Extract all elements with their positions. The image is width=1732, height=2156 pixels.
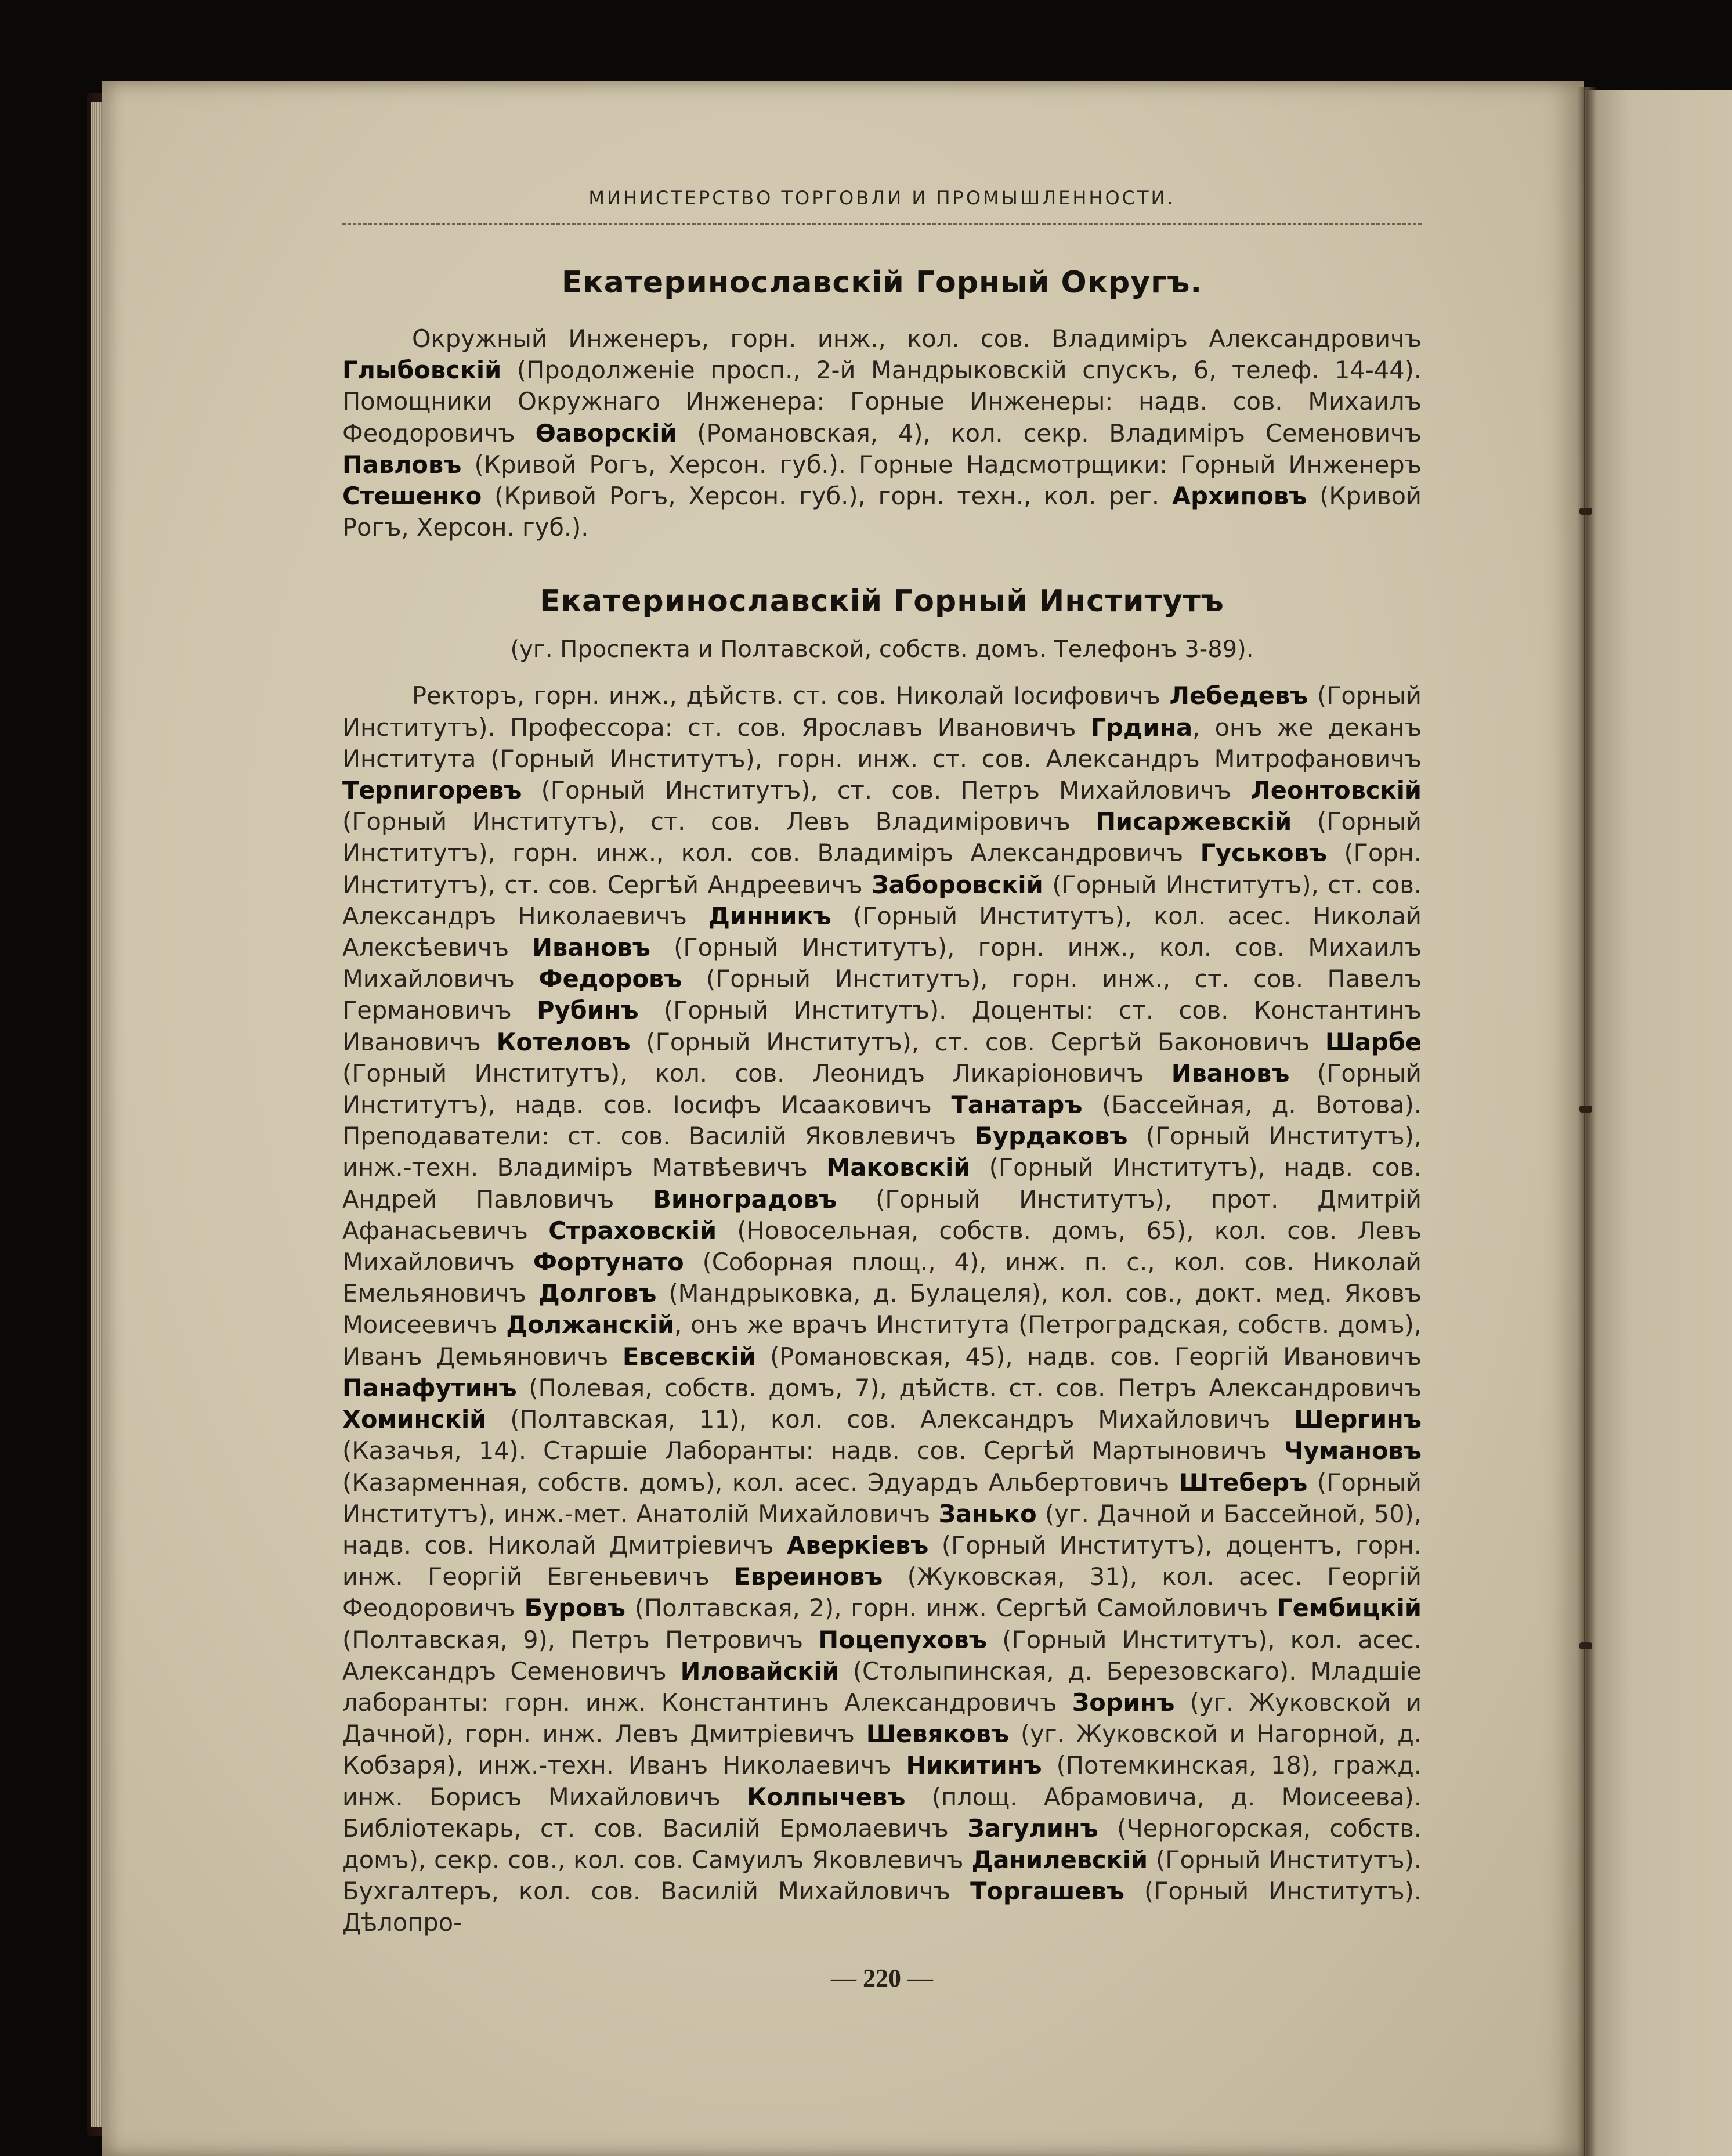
person-surname: Танатаръ [951, 1090, 1083, 1119]
entry-text: (Романовская, 4), кол. секр. Владиміръ Семеновичъ [677, 418, 1422, 447]
person-surname: Колпычевъ [747, 1782, 906, 1811]
person-surname: Терпигоревъ [342, 776, 522, 805]
person-surname: Загулинъ [967, 1814, 1098, 1843]
person-surname: Ивановъ [1171, 1059, 1290, 1088]
person-surname: Долговъ [538, 1279, 657, 1308]
person-surname: Архиповъ [1171, 482, 1307, 511]
page-content [342, 174, 1422, 1939]
person-surname: Хоминскій [342, 1405, 487, 1434]
entry-text: (Горный Институтъ), кол. асес. Николай Алексѣевичъ [342, 901, 1422, 962]
entry-text: (Романовская, 45), надв. сов. Георгій Ивановичъ [755, 1342, 1422, 1371]
person-surname: Стешенко [342, 482, 482, 511]
paragraph-mining-institute [342, 680, 1422, 1938]
person-surname: Должанскій [506, 1310, 675, 1339]
person-surname: Ивановъ [532, 933, 650, 962]
person-surname: Евсевскій [622, 1342, 756, 1371]
person-surname: Аверкіевъ [787, 1530, 929, 1559]
entry-text: (Горный Институтъ), инж.-мет. Анатолій Михайловичъ [342, 1468, 1422, 1528]
entry-text: (Горный Институтъ), доцентъ, горн. инж. Георгій Евгеньевичъ [342, 1530, 1422, 1591]
entry-text: (Казарменная, собств. домъ), кол. асес. Эдуардъ Альбертовичъ [342, 1468, 1179, 1497]
person-surname: Никитинъ [906, 1751, 1042, 1780]
entry-text: (Горный Институтъ). Дѣлопро- [342, 1877, 1422, 1937]
entry-text: (Горный Институтъ), ст. сов. Сергѣй Баконовичъ [630, 1027, 1325, 1056]
section-title-mining-district: Екатеринославскій Горный Округъ. [561, 265, 1203, 300]
entry-text: (Горный Институтъ), горн. инж., ст. сов. Павелъ Германовичъ [342, 965, 1422, 1025]
entry-text: (Горный Институтъ), горн. инж., кол. сов. Владиміръ Александровичъ [342, 807, 1422, 868]
entry-text: (Жуковская, 31), кол. асес. Георгій Феодоровичъ [342, 1562, 1422, 1623]
entry-text: (Горный Институтъ), ст. сов. Александръ Николаевичъ [342, 870, 1422, 930]
entry-text: (уг. Жуковской и Дачной), горн. инж. Левъ Дмитріевичъ [342, 1688, 1422, 1749]
person-surname: Шергинъ [1294, 1405, 1422, 1434]
book-gutter [1577, 87, 1597, 2156]
person-surname: Динникъ [708, 901, 831, 930]
entry-text: (Горный Институтъ), кол. сов. Леонидъ Ликаріоновичъ [342, 1059, 1171, 1088]
person-surname: Евреиновъ [734, 1562, 883, 1591]
entry-text: (Горный Институтъ). Профессора: ст. сов. Ярославъ Ивановичъ [342, 681, 1422, 742]
person-surname: Бурдаковъ [974, 1122, 1128, 1151]
entry-text: (уг. Дачной и Бассейной, 50), надв. сов. Николай Дмитріевичъ [342, 1499, 1422, 1559]
person-surname: Заборовскій [872, 870, 1043, 899]
entry-text: , онъ же врачъ Института (Петроградская, собств. домъ), Иванъ Демьяновичъ [342, 1310, 1422, 1371]
entry-text: (Мандрыковка, д. Булацеля), кол. сов., докт. мед. Яковъ Моисеевичъ [342, 1279, 1422, 1339]
entry-text: (Полевая, собств. домъ, 7), дѣйств. ст. сов. Петръ Александровичъ [516, 1373, 1422, 1402]
header-rule [342, 217, 1422, 225]
entry-text: (Кривой Рогъ, Херсон. губ.). [342, 482, 1422, 542]
entry-text: (Горный Институтъ). Бухгалтеръ, кол. сов. Василій Михайловичъ [342, 1845, 1422, 1906]
entry-text: (Потемкинская, 18), гражд. инж. Борисъ Михайловичъ [342, 1751, 1422, 1811]
entry-text: (Полтавская, 11), кол. сов. Александръ Михайловичъ [486, 1405, 1295, 1434]
running-head: МИНИСТЕРСТВО ТОРГОВЛИ И ПРОМЫШЛЕННОСТИ. [588, 187, 1176, 209]
person-surname: Шевяковъ [866, 1720, 1010, 1749]
person-surname: Шарбе [1325, 1027, 1422, 1056]
person-surname: Федоровъ [538, 965, 682, 994]
entry-text: (Новосельная, собств. домъ, 65), кол. сов. Левъ Михайловичъ [342, 1216, 1422, 1277]
institute-address: (уг. Проспекта и Полтавской, собств. домъ. Телефонъ 3-89). [510, 636, 1254, 663]
person-surname: Зоринъ [1072, 1688, 1175, 1717]
entry-text: Окружный Инженеръ, горн. инж., кол. сов. Владиміръ Александровичъ [412, 324, 1422, 353]
entry-text: (Кривой Рогъ, Херсон. губ.), горн. техн., кол. рег. [482, 482, 1172, 511]
entry-text: (Бассейная, д. Вотова). Преподаватели: ст. сов. Василій Яковлевичъ [342, 1090, 1422, 1151]
person-surname: Котеловъ [496, 1027, 631, 1056]
entry-text: (Горный Институтъ), инж.-техн. Владиміръ Матвѣевичъ [342, 1122, 1422, 1182]
entry-text: (Горный Институтъ), горн. инж., кол. сов. Михаилъ Михайловичъ [342, 933, 1422, 994]
person-surname: Чумановъ [1283, 1436, 1422, 1465]
entry-text: , онъ же деканъ Института (Горный Институтъ), горн. инж. ст. сов. Александръ Митрофановичъ [342, 713, 1422, 773]
entry-text: (Горный Институтъ), надв. сов. Андрей Павловичъ [342, 1153, 1422, 1214]
page-number: — 220 — [831, 1964, 933, 1992]
person-surname: Панафутинъ [342, 1373, 517, 1402]
entry-text: (Горн. Институтъ), ст. сов. Сергѣй Андреевичъ [342, 839, 1422, 899]
person-surname: Фортунато [533, 1248, 684, 1277]
binding-thread-mark [1579, 1106, 1592, 1113]
facing-page [1585, 90, 1732, 2156]
person-surname: Буровъ [524, 1594, 625, 1623]
entry-text: (Продолженіе просп., 2-й Мандрыковскій спускъ, 6, телеф. 14-44). Помощники Окружнаго Инженера: Горные Инженеры: надв. сов. Михаилъ Феодоровичъ [342, 356, 1422, 447]
person-surname: Писаржевскій [1095, 807, 1292, 836]
person-surname: Грдина [1090, 713, 1193, 742]
person-surname: Глыбовскій [342, 356, 502, 385]
section-title-mining-institute: Екатеринославскій Горный Институтъ [540, 584, 1224, 619]
person-surname: Иловайскій [680, 1656, 839, 1685]
paragraph-mining-district [342, 323, 1422, 543]
person-surname: Павловъ [342, 450, 462, 479]
entry-text: (Кривой Рогъ, Херсон. губ.). Горные Надсмотрщики: Горный Инженеръ [461, 450, 1422, 479]
entry-text: Ректоръ, горн. инж., дѣйств. ст. сов. Николай Іосифовичъ [412, 681, 1170, 710]
person-surname: Занько [938, 1499, 1037, 1528]
person-surname: Маковскій [826, 1153, 971, 1182]
person-surname: Поцепуховъ [818, 1625, 987, 1654]
person-surname: Виноградовъ [653, 1184, 837, 1214]
person-surname: Торгашевъ [970, 1877, 1124, 1906]
entry-text: (Соборная площ., 4), инж. п. с., кол. сов. Николай Емельяновичъ [342, 1248, 1422, 1308]
person-surname: Гуськовъ [1200, 839, 1328, 868]
person-surname: Штеберъ [1178, 1468, 1308, 1497]
entry-text: (площ. Абрамовича, д. Моисеева). Библіотекарь, ст. сов. Василій Ермолаевичъ [342, 1782, 1422, 1843]
entry-text: (уг. Жуковской и Нагорной, д. Кобзаря), инж.-техн. Иванъ Николаевичъ [342, 1720, 1422, 1780]
person-surname: Страховскій [548, 1216, 717, 1245]
binding-thread-mark [1579, 1642, 1592, 1649]
person-surname: Гембицкій [1277, 1594, 1422, 1623]
entry-text: (Горный Институтъ). Доценты: ст. сов. Константинъ Ивановичъ [342, 996, 1422, 1056]
person-surname: Данилевскій [971, 1845, 1148, 1874]
entry-text: (Полтавская, 2), горн. инж. Сергѣй Самойловичъ [625, 1594, 1278, 1623]
entry-text: (Столыпинская, д. Березовскаго). Младшіе лаборанты: горн. инж. Константинъ Александровичъ [342, 1656, 1422, 1717]
entry-text: (Горный Институтъ), ст. сов. Левъ Владиміровичъ [342, 807, 1096, 836]
entry-text: (Горный Институтъ), ст. сов. Петръ Михайловичъ [522, 776, 1251, 805]
person-surname: Лебедевъ [1169, 681, 1308, 710]
person-surname: Леонтовскій [1250, 776, 1422, 805]
entry-text: (Горный Институтъ), прот. Дмитрій Афанасьевичъ [342, 1184, 1422, 1245]
entry-text: (Горный Институтъ), надв. сов. Іосифъ Исааковичъ [342, 1059, 1422, 1119]
person-surname: Рубинъ [537, 996, 639, 1025]
person-surname: Өаворскій [535, 418, 677, 447]
entry-text: (Черногорская, собств. домъ), секр. сов., кол. сов. Самуилъ Яковлевичъ [342, 1814, 1422, 1874]
entry-text: (Казачья, 14). Старшіе Лаборанты: надв. сов. Сергѣй Мартыновичъ [342, 1436, 1284, 1465]
binding-thread-mark [1579, 508, 1592, 515]
entry-text: (Горный Институтъ), кол. асес. Александръ Семеновичъ [342, 1625, 1422, 1685]
entry-text: (Полтавская, 9), Петръ Петровичъ [342, 1625, 819, 1654]
